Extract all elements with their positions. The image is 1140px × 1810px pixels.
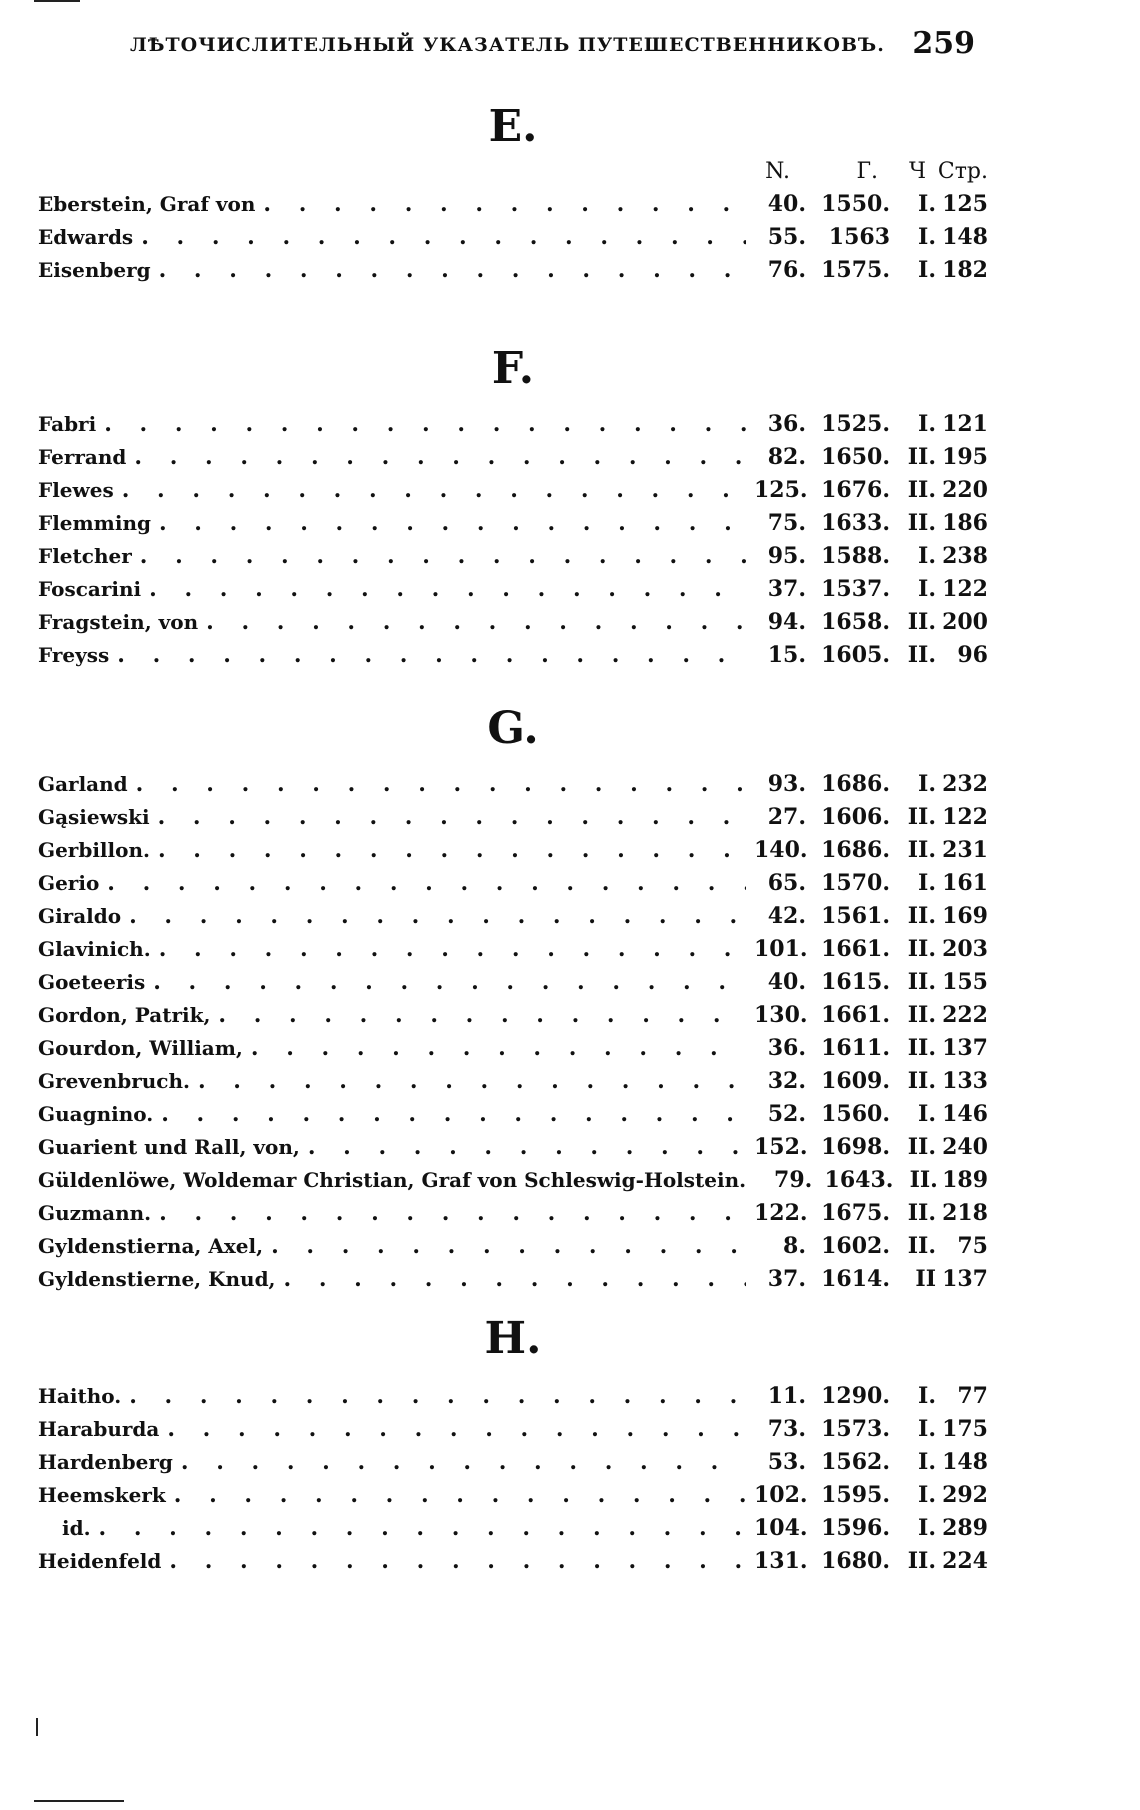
traveller-name: Gyldenstierne, Knud, (38, 1267, 276, 1291)
entry-year: 1611. (821, 1035, 890, 1061)
entry-number: 55. (767, 224, 806, 250)
traveller-name: Giraldo (38, 904, 122, 928)
index-entry (38, 1446, 988, 1479)
dot-leader (271, 1230, 746, 1263)
entry-list (38, 398, 988, 672)
entry-number: 79. (774, 1167, 813, 1193)
entry-year: 1661. (821, 936, 890, 962)
entry-part: II. (907, 936, 936, 962)
entry-year: 1602. (821, 1233, 890, 1259)
entry-part: II. (907, 903, 936, 929)
index-entry (38, 188, 988, 221)
entry-part: II. (907, 1134, 936, 1160)
dot-leader (129, 1380, 746, 1413)
entry-year: 1650. (821, 444, 890, 470)
entry-page: 133 (942, 1068, 988, 1094)
section-f (38, 340, 988, 672)
entry-number: 37. (767, 576, 806, 602)
entry-part: I. (918, 1482, 936, 1508)
entry-year: 1525. (821, 411, 890, 437)
traveller-name: id. (62, 1516, 91, 1540)
dot-leader (99, 1512, 746, 1545)
index-entry (38, 1380, 988, 1413)
entry-year: 1686. (821, 837, 890, 863)
traveller-name: Eisenberg (38, 258, 151, 282)
section-letter: H. (484, 1313, 542, 1364)
entry-year: 1609. (821, 1068, 890, 1094)
index-entry (38, 834, 988, 867)
index-entry (38, 540, 988, 573)
entry-list (38, 758, 988, 1296)
index-entry (38, 1263, 988, 1296)
dot-leader (140, 540, 746, 573)
index-entry (38, 1164, 988, 1197)
entry-year: 1614. (821, 1266, 890, 1292)
entry-number: 102. (754, 1482, 808, 1508)
entry-year: 1570. (821, 870, 890, 896)
index-entry (38, 999, 988, 1032)
column-header-page: Стр. (937, 159, 988, 184)
entry-number: 76. (767, 257, 806, 283)
index-entry (38, 573, 988, 606)
traveller-name: Haraburda (38, 1417, 160, 1441)
entry-part: II. (907, 1548, 936, 1574)
index-entry (38, 966, 988, 999)
entry-part: II. (907, 510, 936, 536)
index-entry (38, 1512, 988, 1545)
dot-leader (129, 900, 746, 933)
entry-year: 1615. (821, 969, 890, 995)
index-entry (38, 254, 988, 287)
entry-year: 1605. (821, 642, 890, 668)
entry-page: 220 (942, 477, 988, 503)
entry-part: II. (907, 1035, 936, 1061)
traveller-name: Gerio (38, 871, 100, 895)
entry-page: 137 (942, 1035, 988, 1061)
entry-number: 15. (767, 642, 806, 668)
scan-mark (36, 1718, 38, 1736)
dot-leader (161, 1098, 746, 1131)
entry-year: 1661. (821, 1002, 890, 1028)
index-entry (38, 768, 988, 801)
entry-year: 1563 (828, 224, 890, 250)
entry-part: I. (918, 543, 936, 569)
traveller-name: Ferrand (38, 445, 127, 469)
entry-number: 94. (767, 609, 806, 635)
entry-part: II. (907, 1200, 936, 1226)
column-headers (38, 156, 988, 188)
dot-leader (141, 221, 746, 254)
entry-page: 203 (942, 936, 988, 962)
entry-part: II. (907, 804, 936, 830)
traveller-name: Gerbillon. (38, 838, 150, 862)
entry-number: 37. (767, 1266, 806, 1292)
entry-page: 238 (942, 543, 988, 569)
entry-number: 36. (767, 411, 806, 437)
entry-list (38, 1368, 988, 1578)
running-head: ЛѢТОЧИСЛИТЕЛЬНЫЙ УКАЗАТЕЛЬ ПУТЕШЕСТВЕННИКОВЪ. (130, 34, 885, 56)
entry-part: II. (907, 1068, 936, 1094)
dot-leader (104, 408, 746, 441)
dot-leader (159, 254, 746, 287)
dot-leader (136, 768, 746, 801)
entry-page: 189 (942, 1167, 989, 1193)
entry-year: 1658. (821, 609, 890, 635)
entry-number: 140. (754, 837, 808, 863)
entry-page: 182 (942, 257, 988, 283)
entry-part: I. (918, 1416, 936, 1442)
dot-leader (169, 1545, 746, 1578)
traveller-name: Edwards (38, 225, 134, 249)
traveller-name: Heemskerk (38, 1483, 166, 1507)
dot-leader (167, 1413, 746, 1446)
entry-number: 101. (754, 936, 808, 962)
entry-year: 1676. (821, 477, 890, 503)
entry-part: II. (907, 477, 936, 503)
entry-number: 36. (767, 1035, 806, 1061)
entry-page: 289 (942, 1515, 988, 1541)
traveller-name: Guagnino. (38, 1102, 154, 1126)
index-entry (38, 1098, 988, 1131)
entry-page: 137 (942, 1266, 988, 1292)
entry-page: 240 (942, 1134, 988, 1160)
entry-page: 175 (942, 1416, 988, 1442)
entry-year: 1561. (821, 903, 890, 929)
entry-year: 1596. (821, 1515, 890, 1541)
section-letter: G. (487, 703, 539, 754)
entry-number: 131. (754, 1548, 808, 1574)
entry-number: 42. (767, 903, 806, 929)
entry-number: 65. (767, 870, 806, 896)
traveller-name: Flewes (38, 478, 114, 502)
entry-number: 27. (767, 804, 806, 830)
entry-year: 1560. (821, 1101, 890, 1127)
dot-leader (218, 999, 746, 1032)
traveller-name: Gordon, Patrik, (38, 1003, 211, 1027)
entry-page: 148 (942, 1449, 988, 1475)
entry-number: 82. (767, 444, 806, 470)
index-entry (38, 474, 988, 507)
index-entry (38, 1479, 988, 1512)
entry-number: 40. (767, 191, 806, 217)
entry-year: 1588. (821, 543, 890, 569)
entry-part: II. (907, 969, 936, 995)
traveller-name: Gyldenstierna, Axel, (38, 1234, 264, 1258)
entry-year: 1537. (821, 576, 890, 602)
dot-leader (153, 966, 746, 999)
entry-number: 8. (783, 1233, 806, 1259)
entry-number: 53. (767, 1449, 806, 1475)
traveller-name: Guarient und Rall, von, (38, 1135, 300, 1159)
entry-number: 104. (754, 1515, 808, 1541)
entry-year: 1573. (821, 1416, 890, 1442)
entry-number: 40. (767, 969, 806, 995)
entry-number: 32. (767, 1068, 806, 1094)
index-entry (38, 221, 988, 254)
traveller-name: Goeteeris (38, 970, 146, 994)
entry-page: 292 (942, 1482, 988, 1508)
traveller-name: Guzmann. (38, 1201, 152, 1225)
entry-page: 232 (942, 771, 988, 797)
index-entry (38, 408, 988, 441)
entry-part: I. (918, 1101, 936, 1127)
entry-part: I. (918, 411, 936, 437)
entry-number: 52. (767, 1101, 806, 1127)
entry-year: 1290. (821, 1383, 890, 1409)
entry-page: 148 (942, 224, 988, 250)
entry-number: 95. (767, 543, 806, 569)
traveller-name: Güldenlöwe, Woldemar Christian, Graf von Schleswig-Holstein. (38, 1168, 747, 1192)
dot-leader (122, 474, 746, 507)
index-entry (38, 639, 988, 672)
entry-part: II. (907, 837, 936, 863)
entry-page: 161 (942, 870, 988, 896)
entry-part: I. (918, 870, 936, 896)
section-letter: F. (491, 343, 535, 394)
traveller-name: Haitho. (38, 1384, 122, 1408)
entry-part: II. (907, 609, 936, 635)
index-entry (38, 1032, 988, 1065)
entry-year: 1606. (821, 804, 890, 830)
index-entry (38, 1197, 988, 1230)
entry-page: 169 (942, 903, 988, 929)
entry-number: 11. (767, 1383, 806, 1409)
entry-page: 75 (957, 1233, 988, 1259)
dot-leader (158, 801, 746, 834)
entry-page: 125 (942, 191, 988, 217)
entry-year: 1686. (821, 771, 890, 797)
traveller-name: Freyss (38, 643, 110, 667)
traveller-name: Fabri (38, 412, 97, 436)
column-header-part: Ч (908, 159, 926, 184)
entry-part: I. (918, 771, 936, 797)
traveller-name: Flemming (38, 511, 151, 535)
dot-leader (149, 573, 746, 606)
traveller-name: Grevenbruch. (38, 1069, 190, 1093)
dot-leader (308, 1131, 746, 1164)
index-entry (38, 606, 988, 639)
entry-part: I. (918, 224, 936, 250)
dot-leader (284, 1263, 746, 1296)
entry-part: I. (918, 257, 936, 283)
traveller-name: Heidenfeld (38, 1549, 162, 1573)
index-entry (38, 1230, 988, 1263)
entry-page: 195 (942, 444, 988, 470)
dot-leader (263, 188, 746, 221)
entry-year: 1698. (821, 1134, 890, 1160)
traveller-name: Gąsiewski (38, 805, 150, 829)
entry-number: 73. (767, 1416, 806, 1442)
entry-year: 1680. (821, 1548, 890, 1574)
traveller-name: Glavinich. (38, 937, 151, 961)
entry-part: II. (907, 1002, 936, 1028)
entry-part: II. (907, 1233, 936, 1259)
entry-year: 1575. (821, 257, 890, 283)
traveller-name: Fletcher (38, 544, 132, 568)
dot-leader (117, 639, 746, 672)
scan-mark (34, 0, 80, 2)
entry-year: 1643. (824, 1167, 894, 1193)
index-entry (38, 1545, 988, 1578)
traveller-name: Hardenberg (38, 1450, 173, 1474)
entry-year: 1562. (821, 1449, 890, 1475)
entry-part: II. (907, 444, 936, 470)
traveller-name: Garland (38, 772, 128, 796)
dot-leader (159, 507, 746, 540)
column-header-year: Г. (856, 159, 878, 184)
page-number: 259 (912, 26, 975, 61)
dot-leader (107, 867, 746, 900)
index-entry (38, 1065, 988, 1098)
entry-year: 1550. (821, 191, 890, 217)
scan-mark (34, 1800, 124, 1802)
entry-part: II. (907, 642, 936, 668)
entry-number: 130. (754, 1002, 808, 1028)
dot-leader (251, 1032, 746, 1065)
section-h (38, 1310, 988, 1578)
index-entry (38, 801, 988, 834)
traveller-name: Fragstein, von (38, 610, 199, 634)
entry-part: I. (918, 191, 936, 217)
entry-part: II (915, 1266, 936, 1292)
entry-page: 146 (942, 1101, 988, 1127)
entry-page: 155 (942, 969, 988, 995)
entry-year: 1675. (821, 1200, 890, 1226)
index-entry (38, 1131, 988, 1164)
dot-leader (181, 1446, 746, 1479)
entry-number: 152. (754, 1134, 808, 1160)
index-entry (38, 900, 988, 933)
entry-part: II. (909, 1167, 938, 1193)
entry-number: 93. (767, 771, 806, 797)
entry-page: 122 (942, 576, 988, 602)
entry-page: 77 (957, 1383, 988, 1409)
entry-page: 121 (942, 411, 988, 437)
entry-part: I. (918, 576, 936, 602)
index-entry (38, 507, 988, 540)
entry-number: 122. (754, 1200, 808, 1226)
dot-leader (134, 441, 746, 474)
entry-part: I. (918, 1383, 936, 1409)
entry-page: 231 (942, 837, 988, 863)
entry-number: 75. (767, 510, 806, 536)
entry-page: 218 (942, 1200, 988, 1226)
section-letter: E. (488, 101, 538, 152)
traveller-name: Eberstein, Graf von (38, 192, 256, 216)
entry-page: 222 (942, 1002, 988, 1028)
entry-page: 122 (942, 804, 988, 830)
dot-leader (206, 606, 746, 639)
index-entry (38, 441, 988, 474)
dot-leader (158, 834, 746, 867)
entry-number: 125. (754, 477, 808, 503)
entry-page: 224 (942, 1548, 988, 1574)
entry-year: 1595. (821, 1482, 890, 1508)
entry-page: 96 (957, 642, 988, 668)
dot-leader (198, 1065, 746, 1098)
index-entry (38, 933, 988, 966)
dot-leader (159, 1197, 746, 1230)
section-g (38, 700, 988, 1296)
entry-page: 186 (942, 510, 988, 536)
entry-year: 1633. (821, 510, 890, 536)
index-entry (38, 867, 988, 900)
dot-leader (174, 1479, 746, 1512)
section-e (38, 98, 988, 287)
index-entry (38, 1413, 988, 1446)
entry-part: I. (918, 1449, 936, 1475)
traveller-name: Gourdon, William, (38, 1036, 243, 1060)
entry-list (38, 188, 988, 287)
entry-part: I. (918, 1515, 936, 1541)
traveller-name: Foscarini (38, 577, 142, 601)
dot-leader (159, 933, 746, 966)
entry-page: 200 (942, 609, 988, 635)
column-header-num: N. (765, 159, 790, 184)
